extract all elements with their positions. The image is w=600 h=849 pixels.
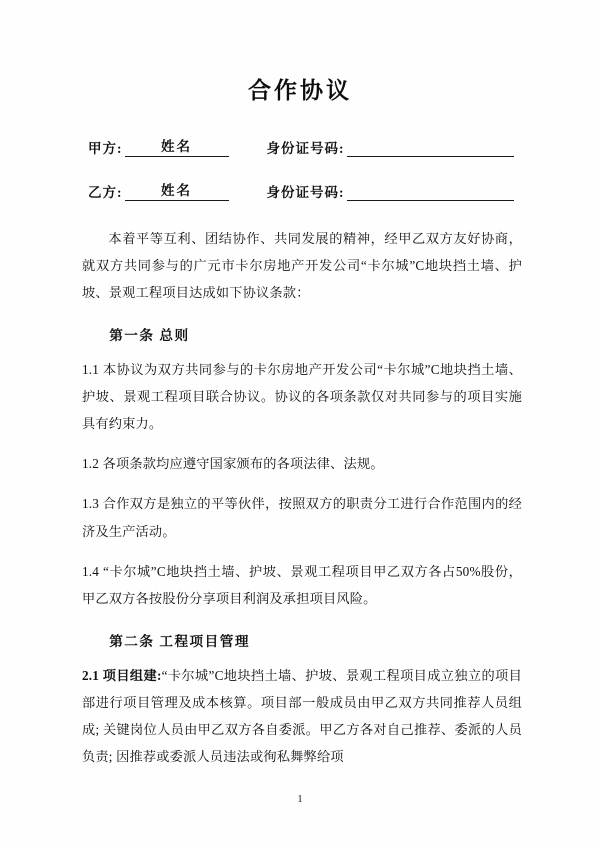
party-label-jiafang: 甲方:	[88, 141, 123, 156]
clause-1-2: 1.2 各项条款均应遵守国家颁布的各项法律、法规。	[82, 456, 384, 472]
clause-1-4: 1.4 “卡尔城”C地块挡土墙、护坡、景观工程项目甲乙双方各占50%股份，甲乙双方各按股份分享项目利润及承担项目风险。	[82, 563, 522, 606]
page-number: 1	[297, 793, 303, 805]
party-information-block	[0, 135, 600, 201]
document-body	[0, 225, 600, 770]
party-id-field-jiafang[interactable]	[347, 141, 515, 157]
page-title: 合作协议	[248, 78, 352, 103]
clause-2-1-label: 2.1 项目组建:	[82, 667, 162, 683]
section-heading-1: 第一条 总则	[109, 328, 190, 344]
party-id-label-jiafang: 身份证号码:	[266, 141, 345, 156]
party-id-field-yifang[interactable]	[347, 185, 515, 201]
clause-1-1: 1.1 本协议为双方共同参与的卡尔房地产开发公司“卡尔城”C地块挡土墙、护坡、景观工程项目联合协议。协议的各项条款仅对共同参与的项目实施具有约束力。	[82, 362, 522, 432]
section-heading-2: 第二条 工程项目管理	[109, 633, 250, 649]
party-row-yifang	[88, 179, 514, 201]
paragraph-preamble: 本着平等互利、团结协作、共同发展的精神，经甲乙双方友好协商，就双方共同参与的广元市卡尔房地产开发公司“卡尔城”C地块挡土墙、护坡、景观工程项目达成如下协议条款：	[82, 231, 522, 301]
clause-2-1-text: “卡尔城”C地块挡土墙、护坡、景观工程项目成立独立的项目部进行项目管理及成本核算。项目部一般成员由甲乙双方共同推荐人员组成; 关键岗位人员由甲乙双方各自委派。甲乙方各对自己推荐、委派的人员负责; 因推荐或委派人员违法或徇私舞弊给项	[82, 667, 522, 764]
party-name-field-jiafang[interactable]: 姓名	[125, 135, 229, 157]
party-id-label-yifang: 身份证号码:	[266, 185, 345, 200]
party-row-jiafang	[88, 135, 514, 157]
party-label-yifang: 乙方:	[88, 185, 123, 200]
clause-2-1	[82, 662, 522, 770]
clause-1-3: 1.3 合作双方是独立的平等伙伴，按照双方的职责分工进行合作范围内的经济及生产活动。	[82, 496, 522, 539]
party-name-field-yifang[interactable]: 姓名	[125, 179, 229, 201]
